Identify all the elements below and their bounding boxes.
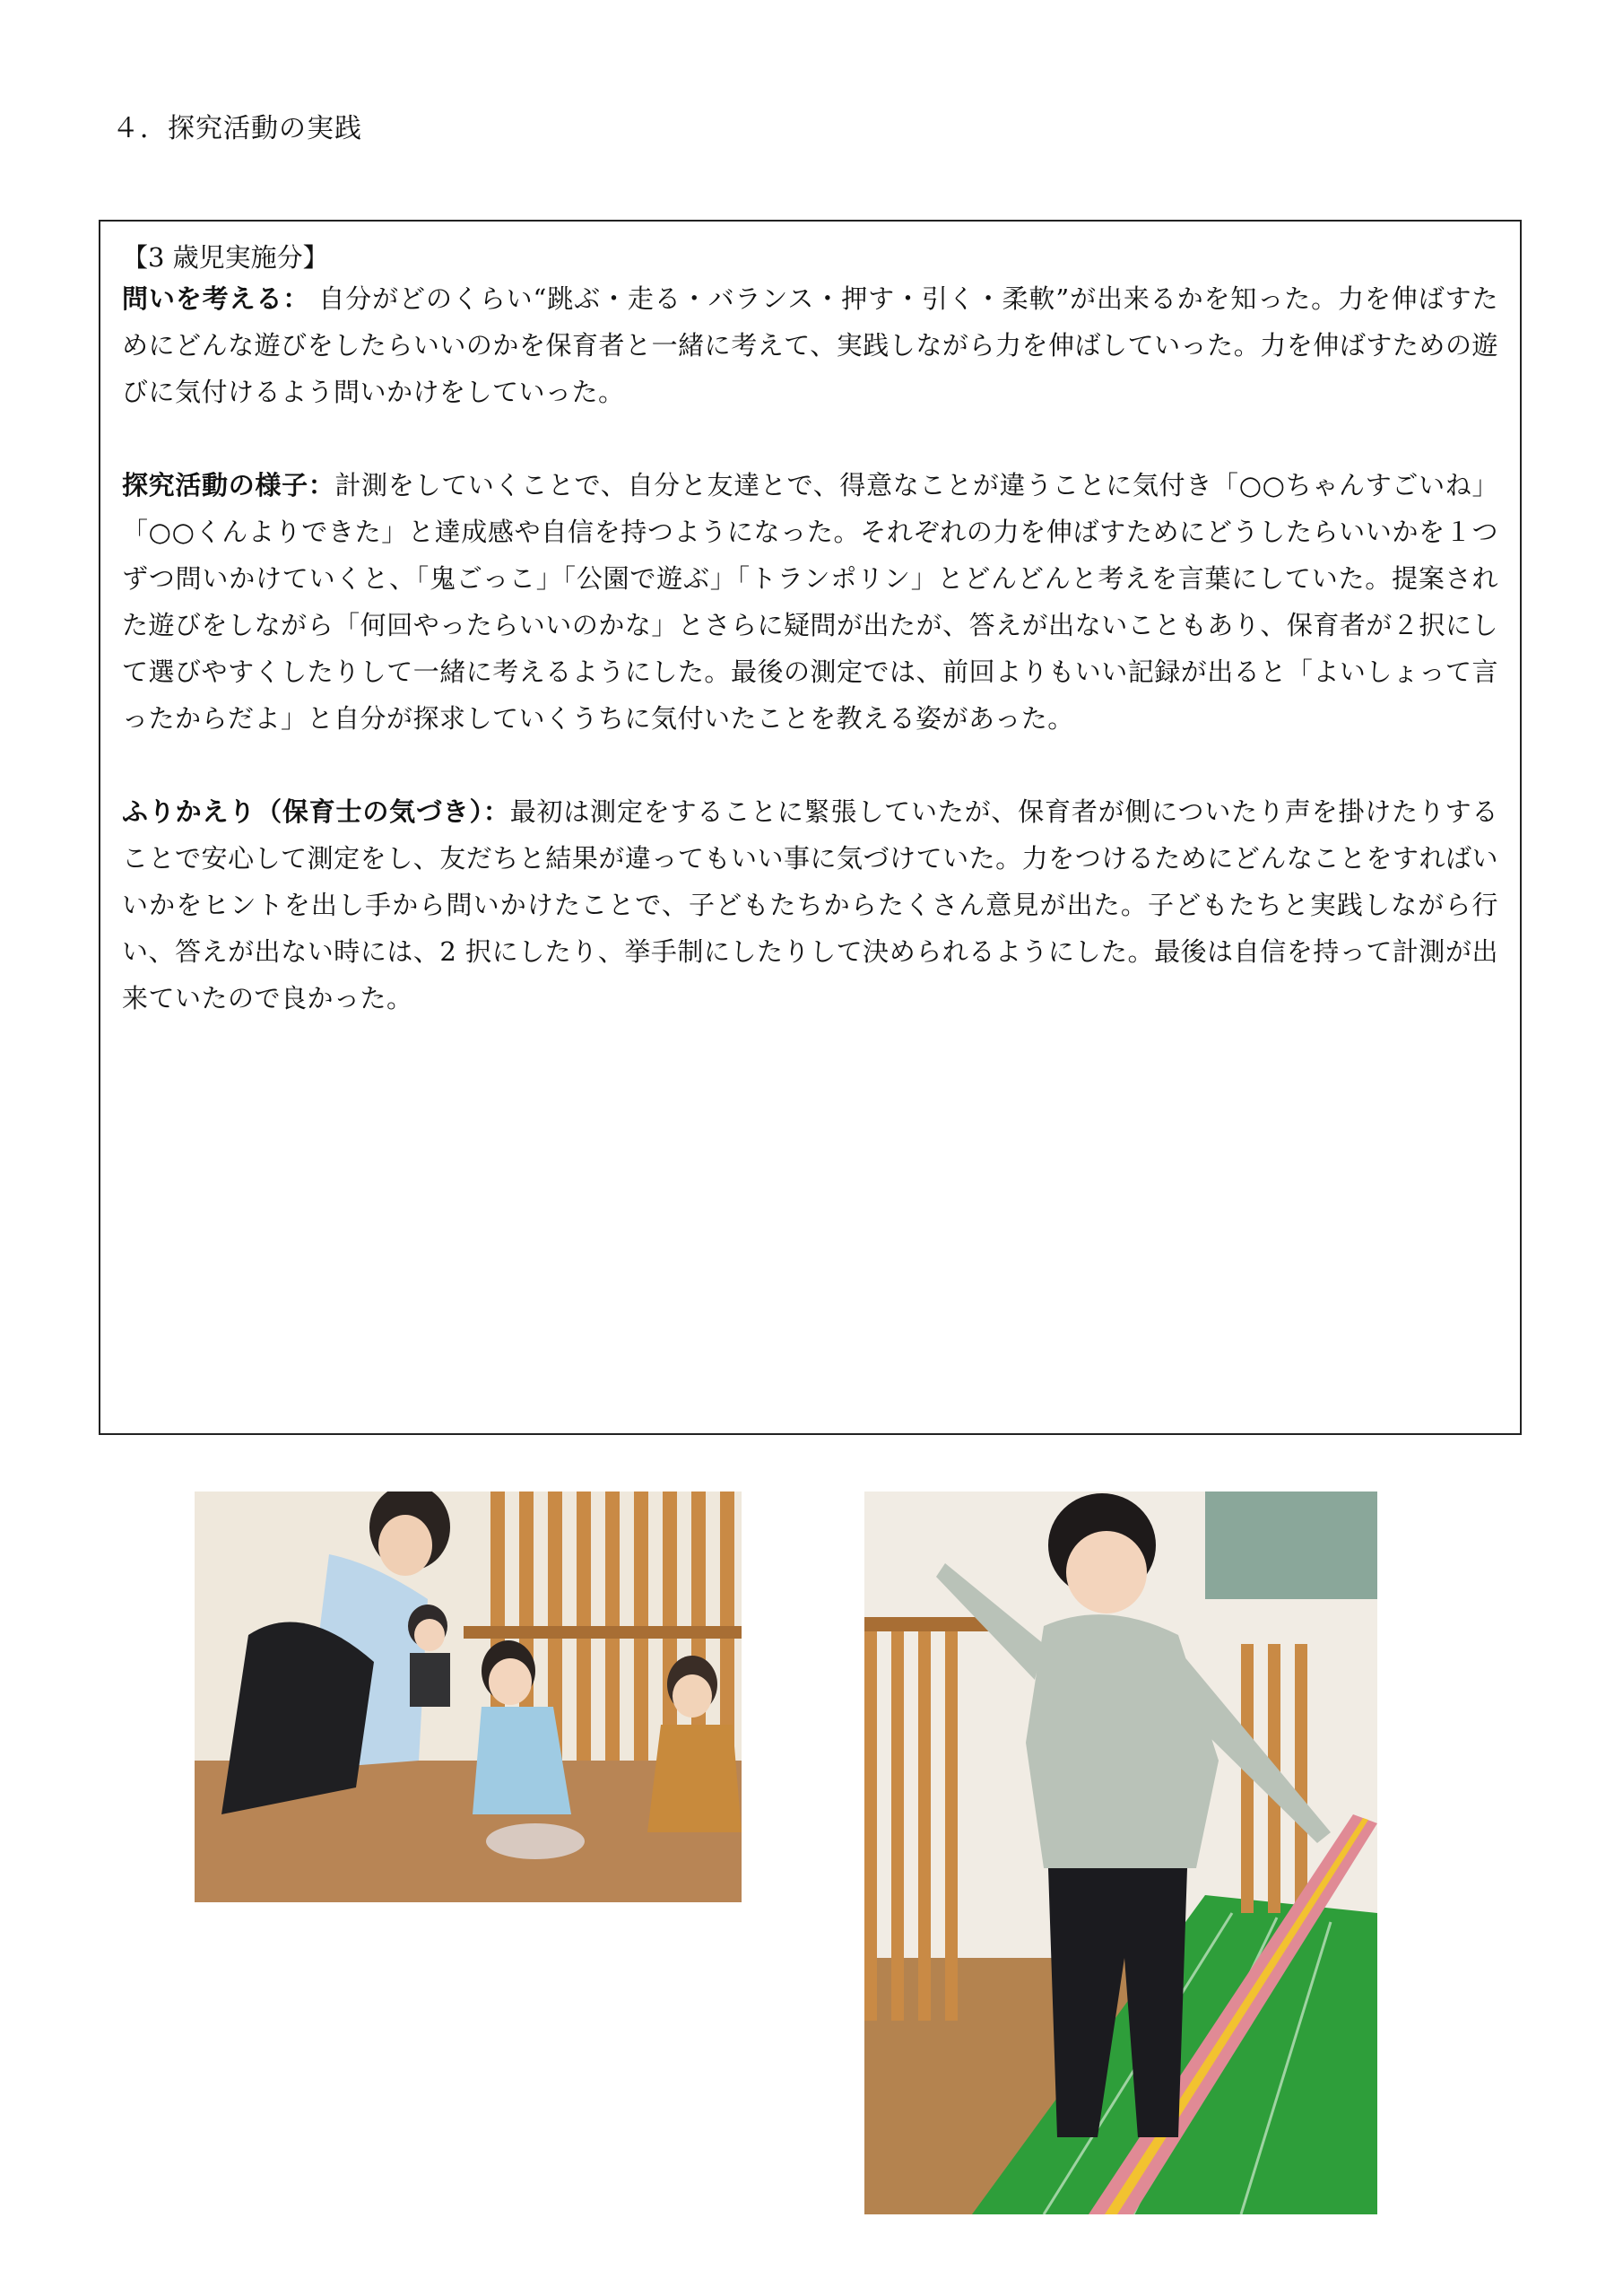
paragraph-questions: [122, 275, 1498, 415]
section-heading: ４．探究活動の実践: [112, 113, 362, 144]
paragraph-label: 探究活動の様子：: [122, 470, 335, 500]
paragraph-reflection: [122, 788, 1498, 1022]
paragraph-body: 自分がどのくらい“跳ぶ・走る・バランス・押す・引く・柔軟”が出来るかを知った。力を伸ばすためにどんな遊びをしたらいいのかを保育者と一緒に考えて、実践しながら力を伸ばしていった。力を伸ばすための遊びに気付けるよう問いかけをしていった。: [122, 283, 1498, 407]
activity-report-box: [99, 220, 1522, 1435]
paragraph-label: 問いを考える：: [122, 283, 310, 314]
paragraph-body: 最初は測定をすることに緊張していたが、保育者が側についたり声を掛けたりすることで安心して測定をし、友だちと結果が違ってもいい事に気づけていた。力をつけるためにどんなことをすればいいかをヒントを出し手から問いかけたことで、子どもたちからたくさん意見が出た。子どもたちと実践しながら行い、答えが出ない時には、2 択にしたり、挙手制にしたりして決められるようにした。最後は自信を持って計測が出来ていたので良かった。: [122, 796, 1498, 1013]
paragraph-body: 計測をしていくことで、自分と友達とで、得意なことが違うことに気付き「○○ちゃんすごいね」「○○くんよりできた」と達成感や自信を持つようになった。それぞれの力を伸ばすためにどうしたらいいかを１つずつ問いかけていくと、「鬼ごっこ」「公園で遊ぶ」「トランポリン」とどんどんと考えを言葉にしていた。提案された遊びをしながら「何回やったらいいのかな」とさらに疑問が出たが、答えが出ないこともあり、保育者が２択にして選びやすくしたりして一緒に考えるようにした。最後の測定では、前回よりもいい記録が出ると「よいしょって言ったからだよ」と自分が探求していくうちに気付いたことを教える姿があった。: [122, 470, 1498, 734]
photo-stretching: [195, 1492, 742, 1902]
photo-balance-beam: [864, 1492, 1377, 2214]
paragraph-activity: [122, 462, 1498, 742]
box-title: 【3 歳児実施分】: [122, 242, 329, 273]
paragraph-label: ふりかえり（保育士の気づき）：: [122, 796, 510, 827]
